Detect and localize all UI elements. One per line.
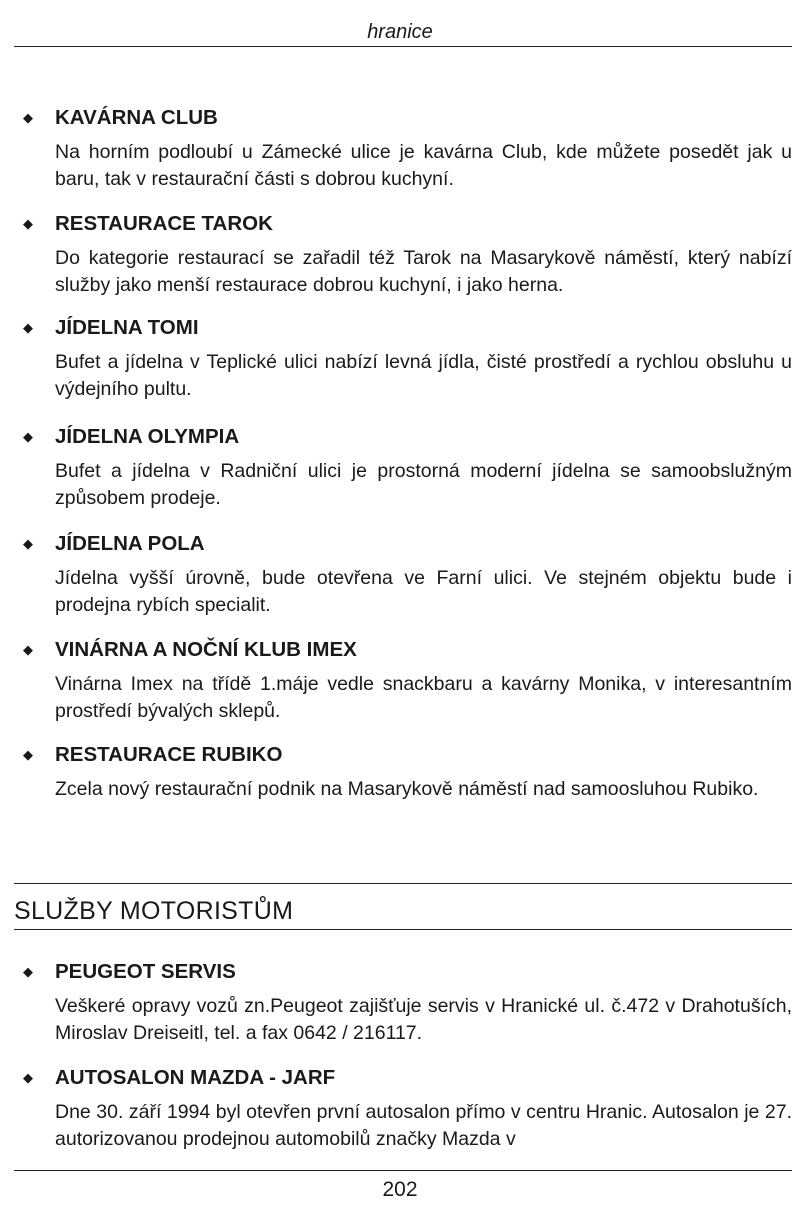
list-item xyxy=(0,1064,800,1153)
entry-name: JÍDELNA POLA xyxy=(55,532,205,555)
entry-text: Veškeré opravy vozů zn.Peugeot zajišťuje servis v Hranické ul. č.472 v Drahotuších, Miroslav Dreiseitl, tel. a fax 0642 / 216117. xyxy=(55,995,792,1044)
entry-text: Do kategorie restaurací se zařadil též Tarok na Masarykově náměstí, který nabízí služby jako menší restaurace dobrou kuchyní, i jako herna. xyxy=(55,247,792,296)
entry-heading xyxy=(0,314,800,342)
entry-text: Jídelna vyšší úrovně, bude otevřena ve Farní ulici. Ve stejném objektu bude i prodejna rybích specialit. xyxy=(55,567,792,616)
entry-name: VINÁRNA A NOČNÍ KLUB IMEX xyxy=(55,638,357,661)
list-item xyxy=(0,104,800,193)
bullet-icon: ◆ xyxy=(23,110,33,125)
entry-name: PEUGEOT SERVIS xyxy=(55,960,236,983)
entry-heading xyxy=(0,210,800,238)
bullet-icon: ◆ xyxy=(23,747,33,762)
entry-heading xyxy=(0,636,800,664)
entry-name: JÍDELNA TOMI xyxy=(55,316,199,339)
footer-rule xyxy=(14,1170,792,1171)
list-item xyxy=(0,636,800,725)
list-item xyxy=(0,210,800,299)
entry-text: Zcela nový restaurační podnik na Masarykově náměstí nad samoosluhou Rubiko. xyxy=(55,778,759,800)
list-item xyxy=(0,423,800,512)
entry-name: KAVÁRNA CLUB xyxy=(55,106,218,129)
entry-text: Vinárna Imex na třídě 1.máje vedle snackbaru a kavárny Monika, v interesantním prostředí bývalých sklepů. xyxy=(55,673,792,722)
list-item xyxy=(0,958,800,1047)
list-item xyxy=(0,741,800,803)
entry-name: JÍDELNA OLYMPIA xyxy=(55,425,240,448)
page-number: 202 xyxy=(382,1178,418,1201)
entry-name: RESTAURACE RUBIKO xyxy=(55,743,283,766)
running-header: hranice xyxy=(367,21,433,43)
bullet-icon: ◆ xyxy=(23,216,33,231)
entry-text: Bufet a jídelna v Teplické ulici nabízí levná jídla, čisté prostředí a rychlou obsluhu u výdejního pultu. xyxy=(55,351,792,400)
bullet-icon: ◆ xyxy=(23,429,33,444)
bullet-icon: ◆ xyxy=(23,964,33,979)
entry-heading xyxy=(0,741,800,769)
entry-heading xyxy=(0,104,800,132)
entry-heading xyxy=(0,958,800,986)
header-rule xyxy=(14,46,792,47)
entry-text: Na horním podloubí u Zámecké ulice je kavárna Club, kde můžete posedět jak u baru, tak v restaurační části s dobrou kuchyní. xyxy=(55,141,792,190)
entry-name: AUTOSALON MAZDA - JARF xyxy=(55,1066,336,1089)
section-bottom-rule xyxy=(14,929,792,930)
section-title: SLUŽBY MOTORISTŮM xyxy=(14,897,294,925)
entry-name: RESTAURACE TAROK xyxy=(55,212,273,235)
bullet-icon: ◆ xyxy=(23,1070,33,1085)
entry-text: Bufet a jídelna v Radniční ulici je prostorná moderní jídelna se samoobslužným způsobem prodeje. xyxy=(55,460,792,509)
entry-text: Dne 30. září 1994 byl otevřen první autosalon přímo v centru Hranic. Autosalon je 27. autorizovanou prodejnou automobilů značky Mazda v xyxy=(55,1101,792,1150)
bullet-icon: ◆ xyxy=(23,536,33,551)
section-top-rule xyxy=(14,883,792,884)
list-item xyxy=(0,314,800,403)
entry-heading xyxy=(0,530,800,558)
list-item xyxy=(0,530,800,619)
entry-heading xyxy=(0,423,800,451)
bullet-icon: ◆ xyxy=(23,642,33,657)
bullet-icon: ◆ xyxy=(23,320,33,335)
entry-heading xyxy=(0,1064,800,1092)
